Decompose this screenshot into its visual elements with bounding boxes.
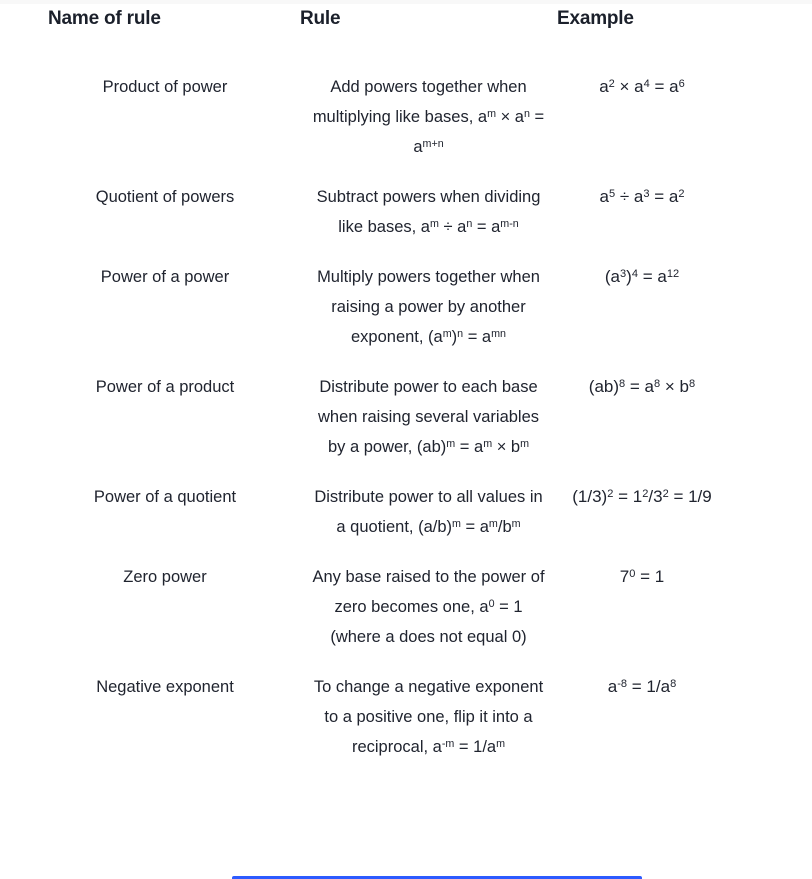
col-header-example: Example — [557, 8, 634, 29]
rule-name-cell: Product of power — [102, 78, 228, 96]
rule-description-cell: Distribute power to all values in a quotient, $(a/b)^m = a^m/b^m$ — [314, 488, 543, 536]
top-edge-strip — [0, 0, 812, 4]
rule-name-cell: Negative exponent — [96, 678, 234, 696]
table-row — [48, 372, 812, 462]
rule-description-cell: Subtract powers when dividing like bases, $a^m \div a^n = a^{m-n}$ — [316, 188, 541, 236]
col-header-rule: Rule — [300, 8, 341, 29]
rule-description-cell: Distribute power to each base when raising several variables by a power, $(ab)^m = a^m \times b^m$ — [317, 378, 540, 456]
table-header-row — [48, 6, 812, 32]
rule-example-cell: $(ab)^8 = a^8 \times b^8$ — [588, 377, 696, 396]
rule-name-cell: Power of a quotient — [93, 488, 237, 506]
rule-example-cell: $a^{-8} = 1/a^8$ — [607, 677, 677, 696]
rule-name-cell: Quotient of powers — [95, 188, 235, 206]
col-header-name-of-rule: Name of rule — [48, 8, 161, 29]
rule-example-cell: $(1/3)^2 = 1^2/3^2 = 1/9$ — [572, 487, 712, 506]
rule-name-cell: Power of a product — [95, 378, 235, 396]
rule-description-cell: Add powers together when multiplying like bases, $a^m \times a^n = a^{m+n}$ — [312, 78, 545, 156]
rule-name-cell: Power of a power — [100, 268, 230, 286]
rule-example-cell: $7^0 = 1$ — [619, 567, 665, 586]
rule-example-cell: $(a^3)^4 = a^{12}$ — [604, 267, 680, 286]
rule-name-cell: Zero power — [123, 568, 207, 586]
table-row — [48, 482, 812, 542]
rule-description-cell: Any base raised to the power of zero becomes one, $a^0 = 1$ (where a does not equal 0) — [312, 568, 545, 646]
rule-description-cell: Multiply powers together when raising a power by another exponent, $(a^m)^n = a^{mn}$ — [317, 268, 540, 346]
table-row — [48, 672, 812, 762]
table-row — [48, 262, 812, 352]
table-row — [48, 72, 812, 162]
rule-description-cell: To change a negative exponent to a positive one, flip it into a reciprocal, $a^{-m} = 1/a^m$ — [313, 678, 544, 756]
table-row — [48, 182, 812, 242]
rule-example-cell: $a^2 \times a^4 = a^6$ — [599, 77, 685, 96]
table-row — [48, 562, 812, 652]
rules-table-body — [48, 72, 812, 762]
rule-example-cell: $a^5 \div a^3 = a^2$ — [599, 187, 685, 206]
